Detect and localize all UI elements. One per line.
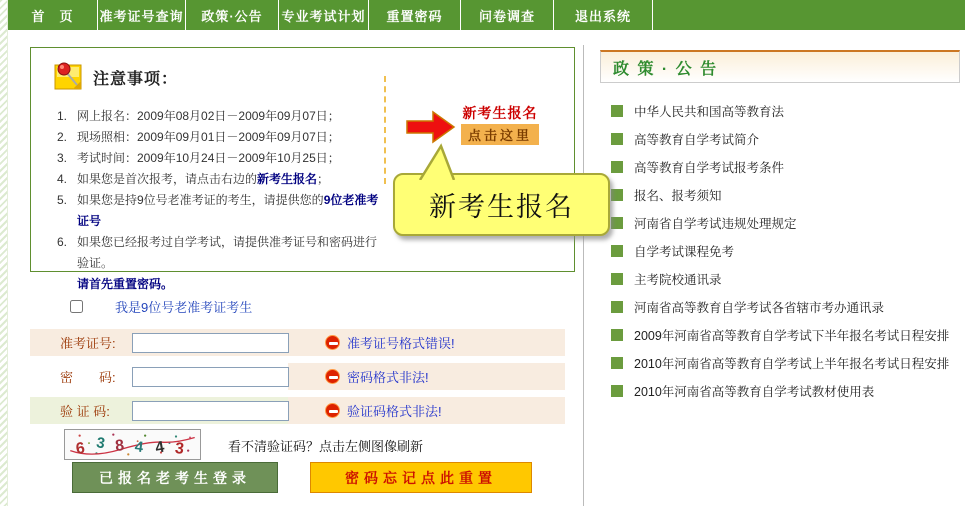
sidebar-link-course-exemption[interactable] <box>600 237 960 265</box>
login-form <box>30 329 565 431</box>
green-square-bullet-icon <box>611 329 623 341</box>
notice-item-text <box>77 127 340 148</box>
green-square-bullet-icon <box>611 161 623 173</box>
sidebar-link-city-office-directory[interactable] <box>600 293 960 321</box>
sidebar-link-violation-rules[interactable] <box>600 209 960 237</box>
sidebar-list <box>600 97 960 405</box>
notice-item <box>57 106 387 127</box>
notice-item-text <box>77 106 340 127</box>
nav-logout[interactable]: 退出系统 <box>554 0 653 30</box>
callout-text: 新考生报名 <box>429 192 574 222</box>
form-row-password <box>30 363 565 390</box>
notice-item-text <box>77 232 387 274</box>
sidebar-link-label: 自学考试课程免考 <box>634 245 735 259</box>
notice-item-text <box>77 148 340 169</box>
notice-box <box>30 47 575 291</box>
notice-text-pre: 如果您是持9位号老准考证的考生，请提供您的 <box>77 193 324 207</box>
captcha-error-message: 验证码格式非法! <box>347 404 442 419</box>
registered-student-login-button[interactable]: 已报名老考生登录 <box>72 462 278 493</box>
sidebar-link-label: 2010年河南省高等教育自学考试教材使用表 <box>634 385 875 399</box>
notice-text-pre: 考试时间：2009年10月24日－2009年10月25日； <box>77 151 340 165</box>
callout-tail <box>410 140 470 180</box>
new-student-promo <box>406 104 539 145</box>
promo-text-block <box>461 104 539 145</box>
green-square-bullet-icon <box>611 189 623 201</box>
nav-filler <box>653 0 965 30</box>
sidebar-link-2010-schedule[interactable] <box>600 349 960 377</box>
click-here-button[interactable]: 点击这里 <box>461 124 539 145</box>
green-square-bullet-icon <box>611 105 623 117</box>
notice-text-pre: 网上报名：2009年08月02日－2009年09月07日； <box>77 109 340 123</box>
old-ticket-checkbox[interactable] <box>70 300 83 313</box>
notice-text-pre: 现场照相：2009年09月01日－2009年09月07日； <box>77 130 340 144</box>
sidebar-link-school-directory[interactable] <box>600 265 960 293</box>
notice-item <box>57 232 387 274</box>
password-label: 密 码: <box>60 370 116 385</box>
notice-item-number: 5. <box>57 193 68 207</box>
notice-text-pre: 如果您已经报考过自学考试，请提供准考证号和密码进行验证。 <box>77 235 378 270</box>
captcha-digit: 4 <box>133 438 145 457</box>
no-entry-icon <box>325 335 340 350</box>
notice-item <box>57 190 387 232</box>
pushpin-note-icon <box>53 59 85 91</box>
sidebar-link-label: 河南省自学考试违规处理规定 <box>634 217 797 231</box>
nav-policy[interactable]: 政策·公告 <box>186 0 279 30</box>
sidebar-link-label: 主考院校通讯录 <box>634 273 722 287</box>
green-square-bullet-icon <box>611 385 623 397</box>
notice-text-bold: 新考生报名 <box>257 172 318 186</box>
password-error-message: 密码格式非法! <box>347 370 429 385</box>
green-square-bullet-icon <box>611 301 623 313</box>
sidebar-link-label: 高等教育自学考试报考条件 <box>634 161 785 175</box>
green-square-bullet-icon <box>611 133 623 145</box>
sidebar-link-signup-notes[interactable] <box>600 181 960 209</box>
nav-reset-password[interactable]: 重置密码 <box>369 0 461 30</box>
sidebar-link-label: 2009年河南省高等教育自学考试下半年报名考试日程安排 <box>634 329 950 343</box>
notice-item-text <box>77 190 387 232</box>
notice-text-pre: 如果您是首次报考，请点击右边的 <box>77 172 258 186</box>
captcha-digit: 4 <box>154 438 166 457</box>
ticket-number-label: 准考证号: <box>60 336 116 351</box>
green-square-bullet-icon <box>611 273 623 285</box>
captcha-image[interactable] <box>64 429 201 460</box>
notice-item-text <box>77 169 329 190</box>
no-entry-icon <box>325 403 340 418</box>
sidebar-title: 政 策 · 公 告 <box>613 60 719 78</box>
no-entry-icon <box>325 369 340 384</box>
notice-title: 注意事项： <box>93 71 179 88</box>
sidebar-link-label: 河南省高等教育自学考试各省辖市考办通讯录 <box>634 301 885 315</box>
notice-item <box>57 169 387 190</box>
notice-item <box>57 127 387 148</box>
ticket-number-input[interactable] <box>132 333 289 353</box>
captcha-digit: 3 <box>95 434 107 453</box>
captcha-digit: 3 <box>174 439 185 458</box>
sidebar-link-exam-conditions[interactable] <box>600 153 960 181</box>
vertical-divider <box>583 45 584 506</box>
sidebar-link-exam-intro[interactable] <box>600 125 960 153</box>
green-square-bullet-icon <box>611 217 623 229</box>
new-student-callout-bubble <box>393 173 610 236</box>
green-square-bullet-icon <box>611 245 623 257</box>
sidebar-link-label: 中华人民共和国高等教育法 <box>634 105 785 119</box>
nav-survey[interactable]: 问卷调查 <box>461 0 554 30</box>
left-stripe-decoration <box>0 0 8 506</box>
notice-footnote: 请首先重置密码。 <box>77 277 174 291</box>
old-ticket-checkbox-label: 我是9位号老准考证考生 <box>115 300 253 315</box>
captcha-label: 验 证 码: <box>60 404 110 419</box>
sidebar-link-label: 报名、报考须知 <box>634 189 722 203</box>
notice-item <box>57 148 387 169</box>
captcha-digit: 8 <box>114 437 125 455</box>
ticket-error-message: 准考证号格式错误! <box>347 336 455 351</box>
sidebar-link-2010-textbooks[interactable] <box>600 377 960 405</box>
nav-exam-plan[interactable]: 专业考试计划 <box>279 0 369 30</box>
sidebar-link-education-law[interactable] <box>600 97 960 125</box>
notice-item-number: 4. <box>57 172 68 186</box>
top-navbar <box>8 0 965 30</box>
captcha-refresh-hint[interactable]: 看不清验证码？点击左侧图像刷新 <box>228 439 424 454</box>
sidebar-header <box>600 50 960 83</box>
notice-list <box>57 106 387 295</box>
notice-text-post: ； <box>317 172 330 186</box>
password-input[interactable] <box>132 367 289 387</box>
captcha-digit: 6 <box>74 439 86 458</box>
policy-sidebar <box>600 50 960 405</box>
sidebar-link-2009-schedule[interactable] <box>600 321 960 349</box>
nav-home[interactable]: 首 页 <box>8 0 98 30</box>
old-ticket-checkbox-row <box>70 297 252 316</box>
forgot-password-reset-button[interactable]: 密码忘记点此重置 <box>310 462 532 493</box>
notice-text-bold: 9位老准考证号 <box>77 193 379 228</box>
sidebar-link-label: 高等教育自学考试简介 <box>634 133 760 147</box>
form-row-ticket <box>30 329 565 356</box>
nav-ticket-query[interactable]: 准考证号查询 <box>98 0 186 30</box>
notice-item-number: 3. <box>57 151 68 165</box>
captcha-input[interactable] <box>132 401 289 421</box>
notice-item-number: 2. <box>57 130 68 144</box>
new-student-signup-link[interactable]: 新考生报名 <box>462 105 538 121</box>
sidebar-link-label: 2010年河南省高等教育自学考试上半年报名考试日程安排 <box>634 357 950 371</box>
green-square-bullet-icon <box>611 357 623 369</box>
notice-item-number: 1. <box>57 109 68 123</box>
red-arrow-icon <box>406 110 456 144</box>
notice-item-number: 6. <box>57 235 68 249</box>
form-row-captcha <box>30 397 565 424</box>
